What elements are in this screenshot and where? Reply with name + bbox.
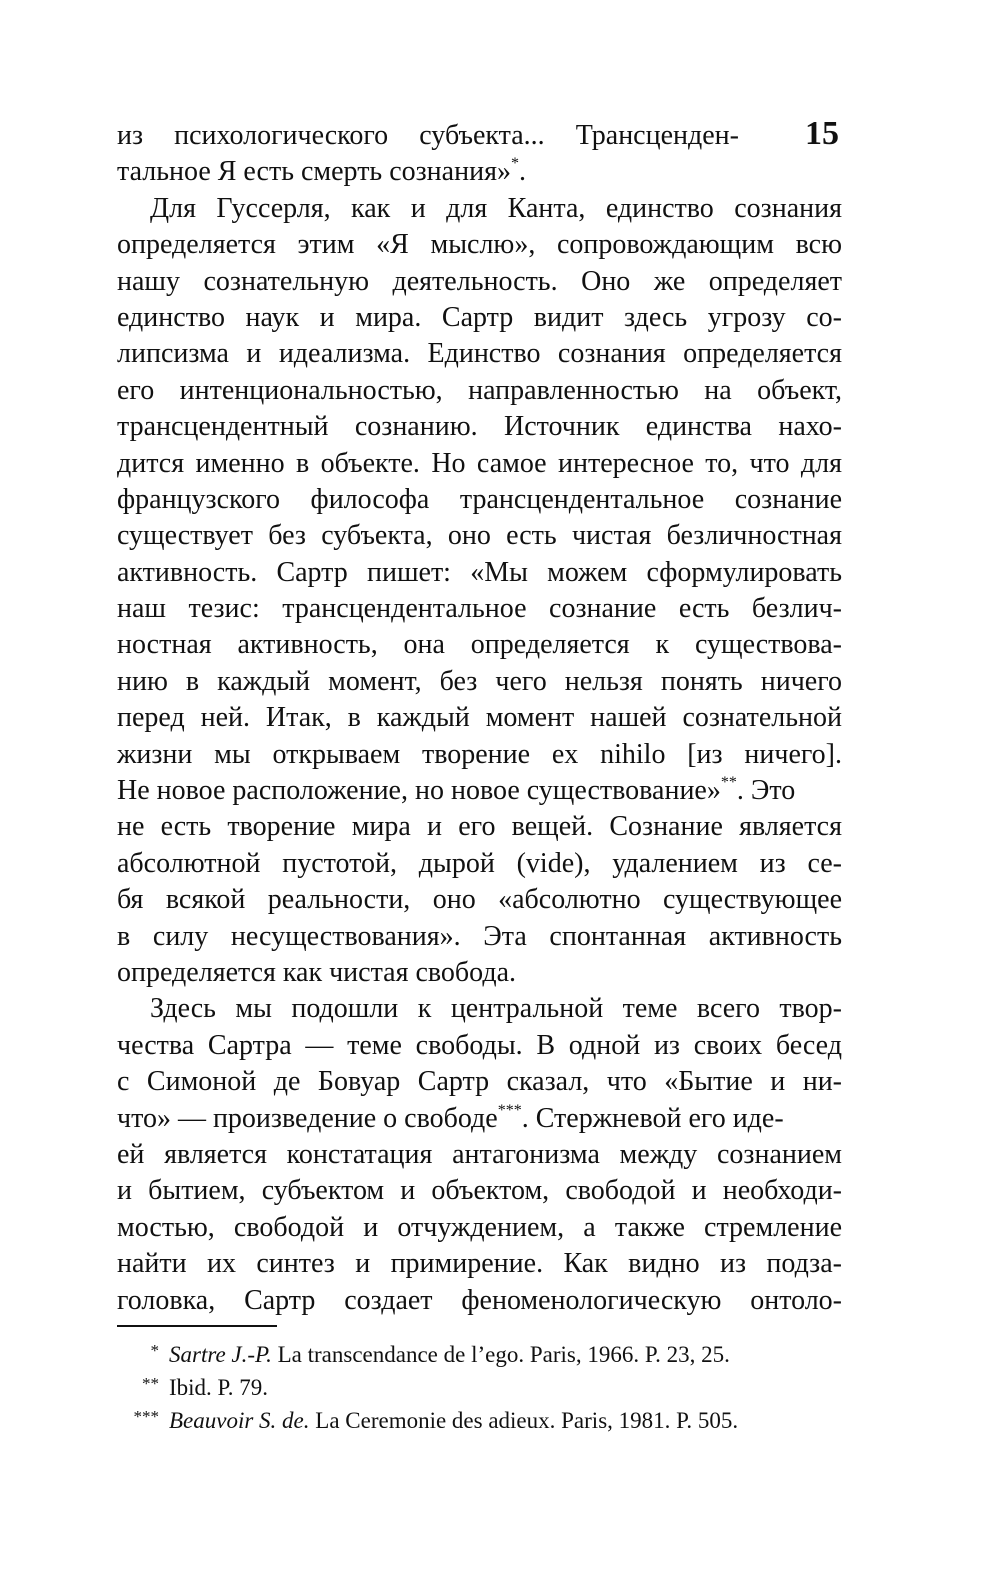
text-line: дится именно в объекте. Но самое интересное то, что для (117, 447, 842, 479)
footnote: * Sartre J.-P. La transcendance de l’ego. Paris, 1966. P. 23, 25. (150, 1341, 730, 1367)
text-line (117, 1101, 842, 1137)
text-line-segment: . Это (736, 775, 796, 807)
text-line: определяется этим «Я мыслю», сопровождающим всю (117, 229, 842, 261)
footnote-author: Sartre J.-P. (169, 1342, 272, 1367)
text-line: не есть творение мира и его вещей. Сознание является (117, 811, 842, 843)
text-line-segment: . Стержневой его иде- (521, 1102, 784, 1134)
text-line: ностная активность, она определяется к существова- (117, 629, 842, 661)
text-line: его интенциональностью, направленностью на объект, (117, 374, 842, 406)
text-line: с Симоной де Бовуар Сартр сказал, что «Бытие и ни- (117, 1066, 842, 1098)
text-line: нашу сознательную деятельность. Оно же определяет (117, 265, 842, 297)
text-line: в силу несуществования». Эта спонтанная активность (117, 920, 842, 952)
text-line: трансцендентный сознанию. Источник единства нахо- (117, 411, 842, 443)
text-line: абсолютной пустотой, дырой (vide), удалением из се- (117, 847, 842, 879)
footnote-ref: * (510, 155, 519, 173)
text-line-segment: что» — произведение о свободе (117, 1102, 498, 1134)
text-line: чества Сартра — теме свободы. В одной из своих бесед (117, 1029, 842, 1061)
body-text (117, 118, 842, 1319)
footnote-text: Ibid. P. 79. (169, 1375, 269, 1400)
text-line: и бытием, субъектом и объектом, свободой и необходи- (117, 1175, 842, 1207)
page-number: 15 (805, 115, 839, 152)
text-line: головка, Сартр создает феноменологическую онтоло- (117, 1284, 842, 1316)
footnotes (117, 1338, 842, 1437)
text-line (117, 154, 842, 190)
text-line: Для Гуссерля, как и для Канта, единство сознания (150, 192, 842, 224)
footnote-author: Beauvoir S. de. (169, 1408, 310, 1433)
text-line-segment: Не новое расположение, но новое существование» (117, 775, 721, 807)
text-line: ей является констатация антагонизма между сознанием (117, 1138, 842, 1170)
text-line: Здесь мы подошли к центральной теме всего твор- (150, 993, 842, 1025)
text-line: активность. Сартр пишет: «Мы можем сформулировать (117, 556, 842, 588)
text-line: единство наук и мира. Сартр видит здесь угрозу со- (117, 301, 842, 333)
footnote-text: La Ceremonie des adieux. Paris, 1981. P. 505. (315, 1408, 739, 1433)
text-line: бя всякой реальности, оно «абсолютно существующее (117, 884, 842, 916)
text-line-segment: . (518, 156, 526, 188)
text-line (117, 773, 842, 809)
footnote: *** Beauvoir S. de. La Ceremonie des adieux. Paris, 1981. P. 505. (133, 1407, 739, 1433)
text-line: определяется как чистая свобода. (117, 956, 517, 988)
footnote-divider (117, 1325, 277, 1327)
text-line: жизни мы открываем творение ex nihilo [из ничего]. (117, 738, 842, 770)
footnote-text: La transcendance de l’ego. Paris, 1966. P. 23, 25. (277, 1342, 730, 1367)
text-line: существует без субъекта, оно есть чистая безличностная (117, 520, 842, 552)
footnote: ** Ibid. P. 79. (142, 1374, 269, 1400)
footnote-ref: ** (720, 774, 737, 792)
text-line: липсизма и идеализма. Единство сознания определяется (117, 338, 842, 370)
text-line: найти их синтез и примирение. Как видно из подза- (117, 1248, 842, 1280)
footnote-ref: *** (497, 1101, 522, 1119)
text-line-segment: тальное Я есть смерть сознания» (117, 156, 511, 188)
text-line: из психологического субъекта... Трансценден- (117, 120, 739, 151)
text-line: мостью, свободой и отчуждением, а также стремление (117, 1211, 842, 1243)
text-line: французского философа трансцендентальное сознание (117, 483, 842, 515)
text-line: наш тезис: трансцендентальное сознание есть безлич- (117, 593, 842, 625)
text-line: нию в каждый момент, без чего нельзя понять ничего (117, 665, 842, 697)
text-line: перед ней. Итак, в каждый момент нашей сознательной (117, 702, 842, 734)
